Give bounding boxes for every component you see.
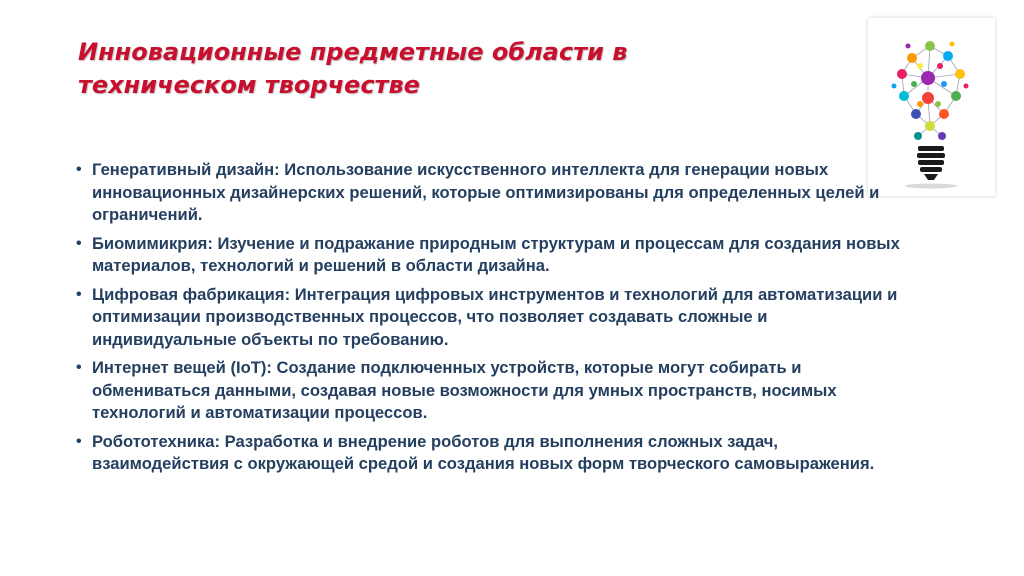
bullet-robotics xyxy=(76,431,906,476)
bullet-iot xyxy=(76,357,906,425)
bullet-list xyxy=(76,159,906,482)
bullet-generative-design xyxy=(76,159,906,227)
bullet-text: Генеративный дизайн: Использование искусственного интеллекта для генерации новых инновационных дизайнерских решений, которые оптимизированы для определенных целей и ограничений. xyxy=(92,160,880,224)
bullet-marker: • xyxy=(76,285,82,303)
bullet-text: Интернет вещей (IoT): Создание подключенных устройств, которые могут собирать и обмениваться данными, создавая новые возможности для умных пространств, носимых технологий и автоматизации процессов. xyxy=(92,358,837,422)
bullet-text: Биомимикрия: Изучение и подражание природным структурам и процессам для создания новых материалов, технологий и решений в области дизайна. xyxy=(92,233,900,275)
bullet-biomimicry xyxy=(76,233,906,278)
bullet-marker: • xyxy=(76,359,82,376)
bullet-marker: • xyxy=(76,432,82,450)
bullet-digital-fabrication xyxy=(76,284,906,352)
bullet-text: Робототехника: Разработка и внедрение роботов для выполнения сложных задач, взаимодействия с окружающей средой и создания новых форм творческого самовыражения. xyxy=(92,431,875,473)
bullet-marker: • xyxy=(76,234,82,252)
slide-title: Инновационные предметные области в техническом творчестве xyxy=(78,38,628,99)
bullet-marker: • xyxy=(76,161,82,178)
bullet-text: Цифровая фабрикация: Интеграция цифровых инструментов и технологий для автоматизации и оптимизации производственных процессов, что позволяет создавать сложные и индивидуальные объекты по требованию. xyxy=(92,284,898,349)
